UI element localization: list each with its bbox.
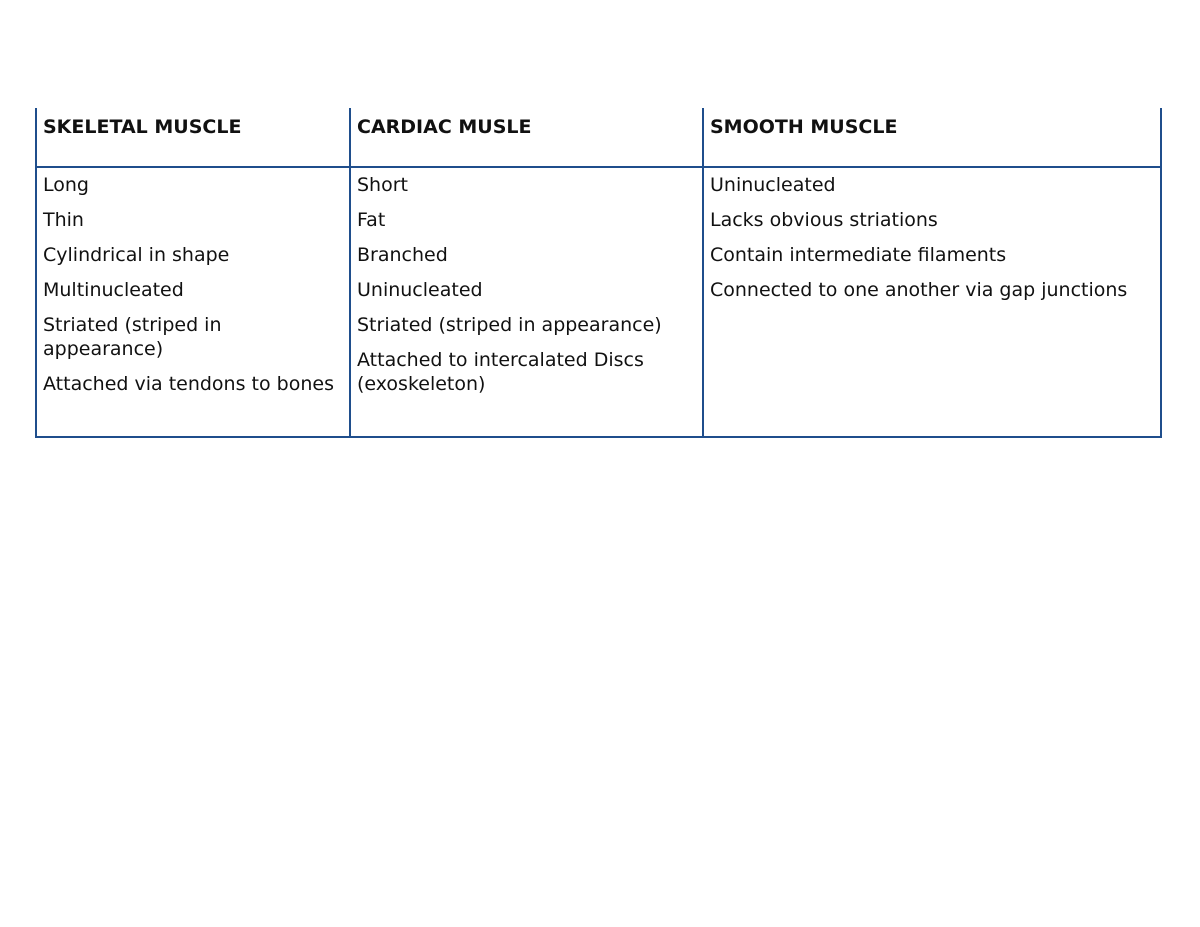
list-item: Branched — [357, 244, 448, 266]
list-item: Uninucleated — [357, 279, 483, 301]
smooth-traits-cell — [703, 167, 1161, 437]
traits-row — [36, 167, 1161, 437]
list-item: Multinucleated — [43, 279, 184, 301]
header-row — [36, 108, 1161, 167]
list-item: Striated (striped in appearance) — [43, 314, 222, 360]
skeletal-traits-cell — [36, 167, 350, 437]
list-item: Striated (striped in appearance) — [357, 314, 662, 336]
list-item: Attached via tendons to bones — [43, 373, 334, 395]
muscle-comparison-table — [35, 108, 1162, 438]
smooth-trait-list — [710, 173, 1154, 302]
header-cardiac-muscle: CARDIAC MUSLE — [350, 108, 703, 167]
list-item: Fat — [357, 209, 386, 231]
list-item: Lacks obvious striations — [710, 209, 938, 231]
list-item: Connected to one another via gap junctions — [710, 279, 1128, 301]
list-item: Cylindrical in shape — [43, 244, 230, 266]
cardiac-traits-cell — [350, 167, 703, 437]
header-smooth-muscle: SMOOTH MUSCLE — [703, 108, 1161, 167]
list-item: Uninucleated — [710, 174, 836, 196]
list-item: Short — [357, 174, 408, 196]
list-item: Long — [43, 174, 89, 196]
cardiac-trait-list — [357, 173, 696, 396]
skeletal-trait-list — [43, 173, 343, 396]
list-item: Contain intermediate filaments — [710, 244, 1007, 266]
header-skeletal-muscle: SKELETAL MUSCLE — [36, 108, 350, 167]
list-item: Attached to intercalated Discs (exoskeleton) — [357, 349, 644, 395]
list-item: Thin — [43, 209, 84, 231]
